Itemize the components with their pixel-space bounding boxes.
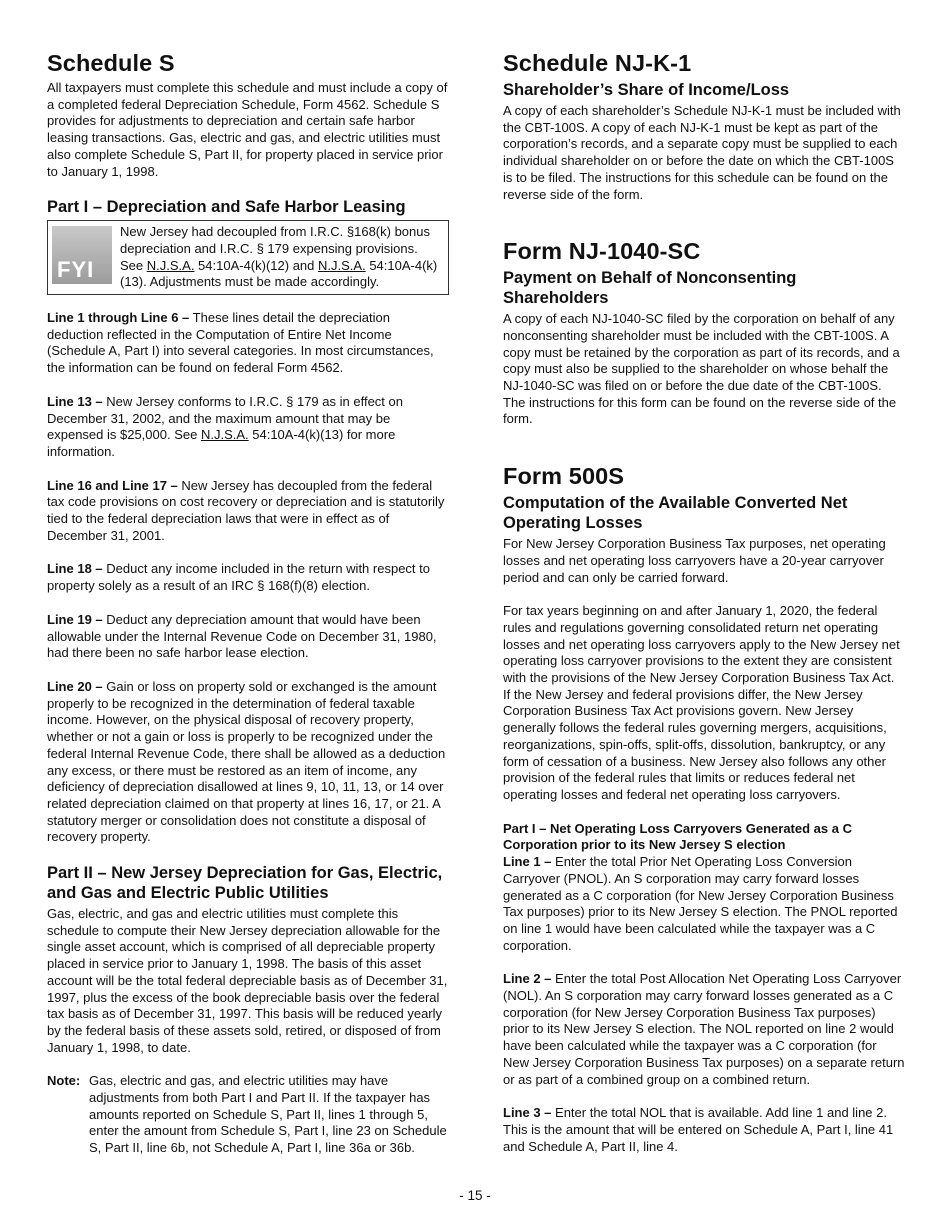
fyi-ref: N.J.S.A. xyxy=(146,257,195,273)
form-500s-line3 xyxy=(503,1105,905,1155)
line18-paragraph xyxy=(47,561,449,594)
note-label: Note: xyxy=(47,1073,81,1089)
line-text: Enter the total Post Allocation Net Operating Loss Carryover (NOL). An S corporation may carry forward losses generated as a C corporation (for New Jersey Corporation Business Tax purposes) prior to its New Jersey S election. The NOL reported on line 2 would have been calculated while the taxpayer was a C corporation (for New Jersey Corporation Business Tax purposes) on a separate return or as part of a combined group on a combined return. xyxy=(503,971,905,1087)
form-500s-subtitle: Computation of the Available Converted Net Operating Losses xyxy=(503,494,848,533)
line-lead: Line 16 and Line 17 – xyxy=(47,477,178,493)
nj-1040-sc-title: Form NJ-1040-SC xyxy=(503,238,701,265)
line-text: 54:10A-4(k)(13) for more information. xyxy=(47,427,396,459)
nj-1040-sc-text: A copy of each NJ-1040-SC filed by the corporation on behalf of any nonconsenting shareholder must be included with the CBT-100S. A copy must be retained by the corporation as part of its records, and a copy must also be supplied to the shareholder on whose behalf the NJ-1040-SC was filed on or before the due date of the CBT-100S. The instructions for this form can be found on the reverse side of the form. xyxy=(503,311,900,427)
line-lead: Line 13 – xyxy=(47,393,103,409)
line-lead: Line 3 – xyxy=(503,1105,552,1121)
nj-1040-sc-subtitle: Payment on Behalf of Nonconsenting Shareholders xyxy=(503,269,797,308)
schedule-s-intro: All taxpayers must complete this schedule and must include a copy of a completed federal Depreciation Schedule, Form 4562. Schedule S provides for adjustments to depreciation and certain safe harbor leasing transactions. Gas, electric and gas, and electric utilities must also complete Schedule S, Part II, for property placed in service prior to January 1, 1998. xyxy=(47,80,448,179)
line-text: New Jersey conforms to I.R.C. § 179 as in effect on December 31, 2002, and the maximum amount that may be expensed is $25,000. See xyxy=(47,393,403,443)
page-number: - 15 - xyxy=(459,1188,491,1203)
fyi-ref: N.J.S.A. xyxy=(318,257,366,273)
line-lead: Line 18 – xyxy=(47,561,103,577)
line-text: Deduct any depreciation amount that would have been allowable under the Internal Revenue Code on December 31, 1980, had there been no safe harbor lease election. xyxy=(47,611,437,661)
note-text: Gas, electric and gas, and electric utilities may have adjustments from both Part I and Part II. If the taxpayer has amounts reported on Schedule S, Part II, lines 1 through 5, enter the amount from Schedule S, Part I, line 23 on Schedule S, Part II, line 6b, not Schedule A, Part I, line 36a or 36b. xyxy=(89,1073,447,1156)
line13-paragraph xyxy=(47,394,449,461)
fyi-text: 54:10A-4(k)(13). Adjustments must be made accordingly. xyxy=(120,257,438,290)
line20-paragraph xyxy=(47,679,449,846)
form-500s-paragraph: For New Jersey Corporation Business Tax purposes, net operating losses and net operating loss carryovers have a 20-year carryover period and can only be carried forward. xyxy=(503,536,886,585)
fyi-text: New Jersey had decoupled from I.R.C. §168(k) bonus depreciation and I.R.C. § 179 expensing provisions. See xyxy=(120,224,430,273)
right-column xyxy=(503,48,905,1155)
line-lead: Line 2 – xyxy=(503,971,552,987)
part2-heading: Part II – New Jersey Depreciation for Gas, Electric, and Gas and Electric Public Utilities xyxy=(47,864,443,903)
line-lead: Line 1 – xyxy=(503,854,552,870)
left-column xyxy=(47,48,449,1157)
line1-6-paragraph xyxy=(47,310,449,377)
fyi-text: 54:10A-4(k)(12) and xyxy=(194,257,319,273)
statute-ref: N.J.S.A. xyxy=(200,427,249,443)
form-500s-title: Form 500S xyxy=(503,463,625,490)
schedule-s-title: Schedule S xyxy=(47,50,175,76)
line-text: New Jersey has decoupled from the federal tax code provisions on cost recovery or depreciation and is statutorily tied to the federal depreciation laws that were in effect as of December 31, 2001. xyxy=(47,477,445,543)
form-500s-paragraph: For tax years beginning on and after January 1, 2020, the federal rules and regulations governing consolidated return net operating losses and net operating loss carryovers apply to the New Jersey net operating loss carryover provisions to the extent they are consistent with the provisions of the New Jersey Corporation Business Tax Act. If the New Jersey and federal provisions differ, the New Jersey Corporation Business Tax Act provisions govern. New Jersey generally follows the federal rules governing mergers, acquisitions, reorganizations, spin-offs, split-offs, dissolution, bankruptcy, or any form of cessation of a business. New Jersey also follows any other provision of the federal rules that limits or reduces federal net operating losses and federal net operating loss carryovers. xyxy=(503,603,900,802)
nj-k1-title: Schedule NJ-K-1 xyxy=(503,50,692,76)
nj-k1-subtitle: Shareholder’s Share of Income/Loss xyxy=(503,81,790,99)
line-text: These lines detail the depreciation deduction reflected in the Computation of Entire Net Income (Schedule A, Part I) into several categories. In most circumstances, the information can be found on federal Form 4562. xyxy=(47,310,434,376)
note-block xyxy=(47,1073,449,1157)
form-500s-line2 xyxy=(503,971,905,1088)
line-lead: Line 19 – xyxy=(47,611,103,627)
line-lead: Line 20 – xyxy=(47,678,103,694)
form-500s-line1 xyxy=(503,854,905,954)
line16-17-paragraph xyxy=(47,478,449,545)
line-text: Enter the total Prior Net Operating Loss Conversion Carryover (PNOL). An S corporation may carry forward losses generated as a C corporation (for New Jersey Corporation Business Tax purposes) prior to its New Jersey S election. The PNOL reported on line 1 would have been calculated while the taxpayer was a C corporation. xyxy=(503,854,898,953)
fyi-icon-label: FYI xyxy=(57,256,95,282)
nj-k1-text: A copy of each shareholder’s Schedule NJ-K-1 must be included with the CBT-100S. A copy of each NJ-K-1 must be kept as part of the corporation’s records, and a separate copy must be supplied to each individual shareholder on or before the date on which the CBT-100S is to be filed. The instructions for this schedule can be found on the reverse side of the form. xyxy=(503,103,901,202)
line-text: Deduct any income included in the return with respect to property solely as a result of an IRC § 168(f)(8) election. xyxy=(47,561,430,594)
fyi-box xyxy=(47,220,449,295)
part2-text: Gas, electric, and gas and electric utilities must complete this schedule to compute their New Jersey depreciation allowable for the single asset account, which is comprised of all depreciable property placed in service prior to January 1, 1998. The basis of this asset account will be the total federal depreciable basis as of December 31, 1997, plus the excess of the book depreciable basis over the federal tax basis as of December 31, 1997. This basis will be reduced yearly by the federal basis of these assets sold, retired, or disposed of from January 1, 1998, to date. xyxy=(47,906,448,1055)
line19-paragraph xyxy=(47,612,449,662)
fyi-icon xyxy=(52,226,112,284)
part1-heading: Part I – Depreciation and Safe Harbor Leasing xyxy=(47,198,406,217)
line-text: Enter the total NOL that is available. Add line 1 and line 2. This is the amount that will be entered on Schedule A, Part I, line 41 and Schedule A, Part II, line 4. xyxy=(503,1105,894,1154)
line-text: Gain or loss on property sold or exchanged is the amount properly to be recognized in the determination of federal taxable income. However, on the physical disposal of recovery property, whether or not a gain or loss is properly to be recognized under the federal Internal Revenue Code, there shall be allowed as a deduction any excess, or there must be restored as an item of income, any deficiency of depreciation disallowed at lines 9, 10, 11, 13, or 14 over related depreciation claimed on that property at lines 16, 17, or 21. A statutory merger or consolidation does not constitute a disposal of recovery property. xyxy=(47,678,446,845)
line-lead: Line 1 through Line 6 – xyxy=(47,310,190,326)
form-500s-part1-heading: Part I – Net Operating Loss Carryovers Generated as a C Corporation prior to its New Jersey S election xyxy=(503,820,852,853)
